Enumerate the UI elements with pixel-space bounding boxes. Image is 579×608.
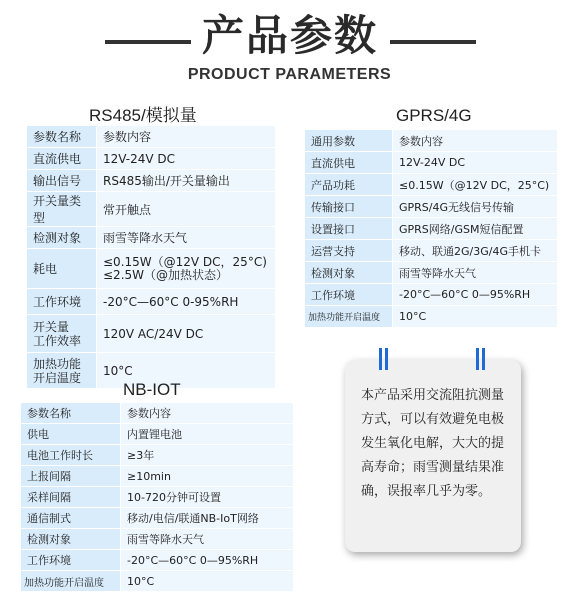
- param-name: 参数名称: [21, 403, 121, 424]
- param-value: ≥10min: [121, 466, 294, 487]
- param-value: 雨雪等降水天气: [393, 262, 558, 284]
- param-value: 10°C: [97, 353, 276, 389]
- param-name: 工作环境: [305, 284, 393, 306]
- param-value: ≥3年: [121, 445, 294, 466]
- table-row: [21, 487, 294, 508]
- param-value: 12V-24V DC: [393, 152, 558, 174]
- table-row: [21, 466, 294, 487]
- param-name: 参数名称: [27, 126, 97, 148]
- param-value-line: ≤0.15W（@12V DC，25°C): [103, 254, 267, 269]
- param-value: GPRS网络/GSM短信配置: [393, 218, 558, 240]
- param-value: 常开触点: [97, 192, 276, 227]
- note-text: 本产品采用交流阻抗测量方式，可以有效避免电极发生氧化电解，大大的提高寿命；雨雪测量结果准确，误报率几乎为零。: [361, 388, 505, 499]
- param-value: 120V AC/24V DC: [97, 315, 276, 353]
- header-line-left: [105, 40, 191, 44]
- table-row: [21, 445, 294, 466]
- param-value: -20°C—60°C 0—95%RH: [121, 550, 294, 571]
- param-value: 参数内容: [393, 130, 558, 152]
- quote-mark-right-icon: [476, 348, 486, 372]
- param-name: 输出信号: [27, 170, 97, 192]
- param-value: 参数内容: [121, 403, 294, 424]
- table-row: [305, 196, 558, 218]
- param-name: 上报间隔: [21, 466, 121, 487]
- note-card: [345, 360, 521, 552]
- param-name: 产品功耗: [305, 174, 393, 196]
- param-name-line: 开关量: [33, 319, 70, 334]
- page-header: [0, 4, 579, 64]
- param-name: 通信制式: [21, 508, 121, 529]
- param-name: 运营支持: [305, 240, 393, 262]
- param-value: 移动/电信/联通NB-IoT网络: [121, 508, 294, 529]
- param-name: 工作环境: [21, 550, 121, 571]
- param-value: -20°C—60°C 0—95%RH: [393, 284, 558, 306]
- param-name: 直流供电: [305, 152, 393, 174]
- param-name-line: 开启温度: [33, 370, 82, 385]
- param-value: -20°C—60°C 0-95%RH: [97, 289, 276, 315]
- param-value: 移动、联通2G/3G/4G手机卡: [393, 240, 558, 262]
- param-name: 传输接口: [305, 196, 393, 218]
- nbiot-section-title: NB-IOT: [123, 380, 181, 399]
- param-name: 电池工作时长: [21, 445, 121, 466]
- param-name: [27, 353, 97, 389]
- gprs-section-title: GPRS/4G: [396, 106, 472, 125]
- table-row: [27, 170, 276, 192]
- param-name: 通用参数: [305, 130, 393, 152]
- table-row: [27, 249, 276, 289]
- header-line-right: [390, 40, 476, 44]
- param-value-line: ≤2.5W（@加热状态）: [103, 267, 229, 282]
- param-name: 工作环境: [27, 289, 97, 315]
- param-value: [97, 249, 276, 289]
- param-value: 内置锂电池: [121, 424, 294, 445]
- param-name: 采样间隔: [21, 487, 121, 508]
- quote-mark-left-icon: [379, 348, 389, 372]
- table-row: [305, 262, 558, 284]
- param-name: 加热功能开启温度: [305, 306, 393, 328]
- table-row: [305, 218, 558, 240]
- param-name: 开关量类型: [27, 192, 97, 227]
- param-name: 耗电: [27, 249, 97, 289]
- table-row: [305, 130, 558, 152]
- gprs-spec-table: [304, 129, 558, 328]
- rs485-spec-table: [26, 125, 276, 389]
- table-row: [21, 529, 294, 550]
- param-value: ≤0.15W（@12V DC，25°C): [393, 174, 558, 196]
- param-name: 供电: [21, 424, 121, 445]
- param-name-line: 加热功能: [33, 356, 82, 371]
- table-row: [27, 148, 276, 170]
- table-row: [21, 508, 294, 529]
- param-name: 检测对象: [21, 529, 121, 550]
- param-name: 检测对象: [27, 227, 97, 249]
- param-value: 雨雪等降水天气: [121, 529, 294, 550]
- param-value: GPRS/4G无线信号传输: [393, 196, 558, 218]
- param-value: 10°C: [121, 571, 294, 592]
- param-name: 设置接口: [305, 218, 393, 240]
- table-row: [305, 174, 558, 196]
- param-name: [27, 315, 97, 353]
- param-value: 参数内容: [97, 126, 276, 148]
- table-row: [27, 126, 276, 148]
- table-row: [21, 403, 294, 424]
- param-name: 直流供电: [27, 148, 97, 170]
- param-name-line: 工作效率: [33, 333, 82, 348]
- param-value: 10°C: [393, 306, 558, 328]
- page-subtitle: PRODUCT PARAMETERS: [187, 66, 392, 83]
- table-row: [305, 306, 558, 328]
- rs485-section-title: RS485/模拟量: [89, 106, 197, 125]
- param-value: 12V-24V DC: [97, 148, 276, 170]
- param-value: 雨雪等降水天气: [97, 227, 276, 249]
- param-value: RS485输出/开关量输出: [97, 170, 276, 192]
- table-row: [27, 315, 276, 353]
- table-row: [27, 192, 276, 227]
- table-row: [305, 284, 558, 306]
- table-row: [27, 227, 276, 249]
- nbiot-spec-table: [20, 402, 294, 592]
- table-row: [305, 152, 558, 174]
- table-row: [305, 240, 558, 262]
- param-name: 检测对象: [305, 262, 393, 284]
- param-name: 加热功能开启温度: [21, 571, 121, 592]
- param-value: 10-720分钟可设置: [121, 487, 294, 508]
- table-row: [21, 550, 294, 571]
- table-row: [27, 289, 276, 315]
- table-row: [21, 571, 294, 592]
- page-title: 产品参数: [201, 11, 378, 60]
- table-row: [21, 424, 294, 445]
